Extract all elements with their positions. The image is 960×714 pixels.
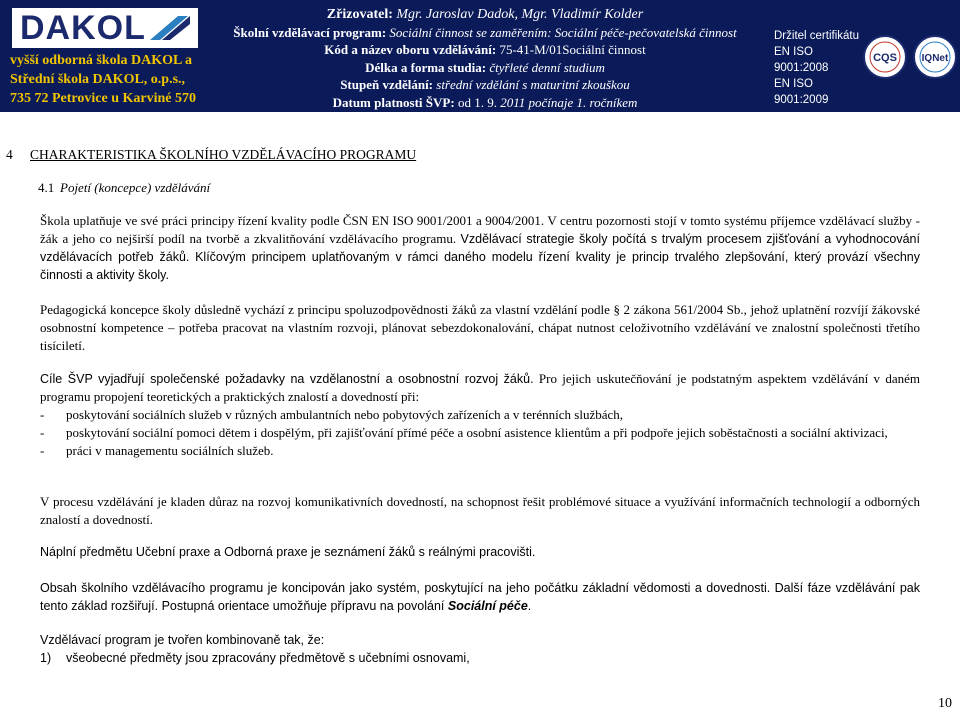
paragraph-goals: Cíle ŠVP vyjadřují společenské požadavky na vzdělanostní a osobnostní rozvoj žáků. Pro jejich uskutečňování je podstatným aspektem vzdělávání v daném programu propojení teoretických a praktických znalostí a dovedností při: - poskytování sociálních služeb v různých ambulantních nebo pobytových zařízeních a v terénních službách, - poskytování sociální pomoci dětem i dospělým, při zajišťování přímé péče a osobní asistence klientům a při podpoře jejich soběstačnosti a sociální aktivizaci, - práci v managementu sociálních služeb. — [40, 371, 920, 458]
svg-text:IQNet: IQNet — [921, 53, 949, 64]
list-item: - poskytování sociálních služeb v různých ambulantních nebo pobytových zařízeních a v terénních službách, — [40, 407, 624, 422]
education-level-line: Stupeň vzdělání: střední vzdělání s maturitní zkouškou — [340, 77, 630, 92]
section-heading: 4 CHARAKTERISTIKA ŠKOLNÍHO VZDĚLÁVACÍHO PROGRAMU — [6, 147, 417, 162]
paragraph-quality: Škola uplatňuje ve své práci principy řízení kvality podle ČSN EN ISO 9001/2001 a 9004/2001. V centru pozornosti stojí v tomto systému příjemce vzdělávací služby - žák a jeho co nejširší podíl na tvorbě a zkvalitňování vzdělávacího programu. Vzdělávací strategie školy počítá s trvalým procesem zjišťování a vyhodnocování vzdělávacích potřeb žáků. Klíčovým principem uplatňovaným v rámci daného modelu řízení kvality je princip trvalého zlepšování, který provází všechny činnosti a aktivity školy. — [40, 213, 920, 282]
iqnet-badge-icon — [912, 34, 958, 80]
certificate-line: EN ISO 9001:2009 — [774, 78, 829, 106]
subsection-heading: 4.1 Pojetí (koncepce) vzdělávání — [38, 180, 211, 195]
list-item: - práci v managementu sociálních služeb. — [40, 443, 274, 458]
founder-line: Zřizovatel: Mgr. Jaroslav Dadok, Mgr. Vladimír Kolder — [326, 7, 644, 22]
list-item: - poskytování sociální pomoci dětem i dospělým, při zajišťování přímé péče a osobní asistence klientům a při podpoře jejich soběstačnosti a sociální aktivizaci, — [40, 425, 888, 440]
certification-badges — [862, 34, 958, 80]
certificate-title: Držitel certifikátu — [774, 30, 859, 42]
page-number: 10 — [938, 696, 952, 711]
validity-line: Datum platnosti ŠVP: od 1. 9. 2011 počínaje 1. ročníkem — [332, 94, 638, 110]
list-item: 1) všeobecné předměty jsou zpracovány předmětově s učebními osnovami, — [40, 651, 470, 665]
paragraph-structure: Vzdělávací program je tvořen kombinovaně tak, že: 1) všeobecné předměty jsou zpracovány předmětově s učebními osnovami, — [40, 631, 920, 667]
document-header — [0, 0, 960, 112]
program-info — [200, 6, 770, 111]
paragraph-content: Obsah školního vzdělávacího programu je koncipován jako systém, poskytující na jeho počátku základní vědomosti a dovednosti. Další fáze vzdělávání pak tento základ rozšiřují. Postupná orientace umožňuje přípravu na povolání Sociální péče. — [40, 581, 920, 613]
duration-line: Délka a forma studia: čtyřleté denní studium — [365, 59, 605, 75]
svg-text:CQS: CQS — [873, 52, 897, 64]
cqs-badge-icon — [862, 34, 908, 80]
paragraph-practice: Náplní předmětu Učební praxe a Odborná praxe je seznámení žáků s reálnými pracovišti. — [40, 545, 536, 559]
certificate-info — [774, 28, 870, 108]
school-name — [10, 51, 210, 108]
program-line: Školní vzdělávací program: Sociální činnost se zaměřením: Sociální péče-pečovatelská činnost — [233, 24, 737, 40]
dakol-logo — [12, 8, 198, 48]
school-address: 735 72 Petrovice u Karviné 570 — [10, 91, 196, 106]
paragraph-process: V procesu vzdělávání je kladen důraz na rozvoj komunikativních dovedností, na schopnost řešit problémové situace a využívání informačních technologií a odborných znalostí a dovedností. — [40, 494, 920, 527]
logo-text: DAKOL — [20, 9, 146, 47]
school-line: Střední škola DAKOL, o.p.s., — [10, 72, 186, 87]
certificate-line: EN ISO 9001:2008 — [774, 46, 829, 74]
paragraph-pedagogy: Pedagogická koncepce školy důsledně vychází z principu spoluzodpovědnosti žáků za vlastní vzdělání podle § 2 zákona 561/2004 Sb., jehož uplatnění rozvíjí žákovské osobnostní kompetence – potřeba pracovat na vlastním rozvoji, plánovat sebezdokonalování, chápat nutnost celoživotního vzdělávání ve znalostní společnosti třetího tisíciletí. — [40, 302, 920, 353]
field-code-line: Kód a název oboru vzdělávání: 75-41-M/01Sociální činnost — [324, 42, 646, 57]
school-line: vyšší odborná škola DAKOL a — [10, 53, 193, 68]
logo-arrow-icon — [148, 14, 192, 42]
